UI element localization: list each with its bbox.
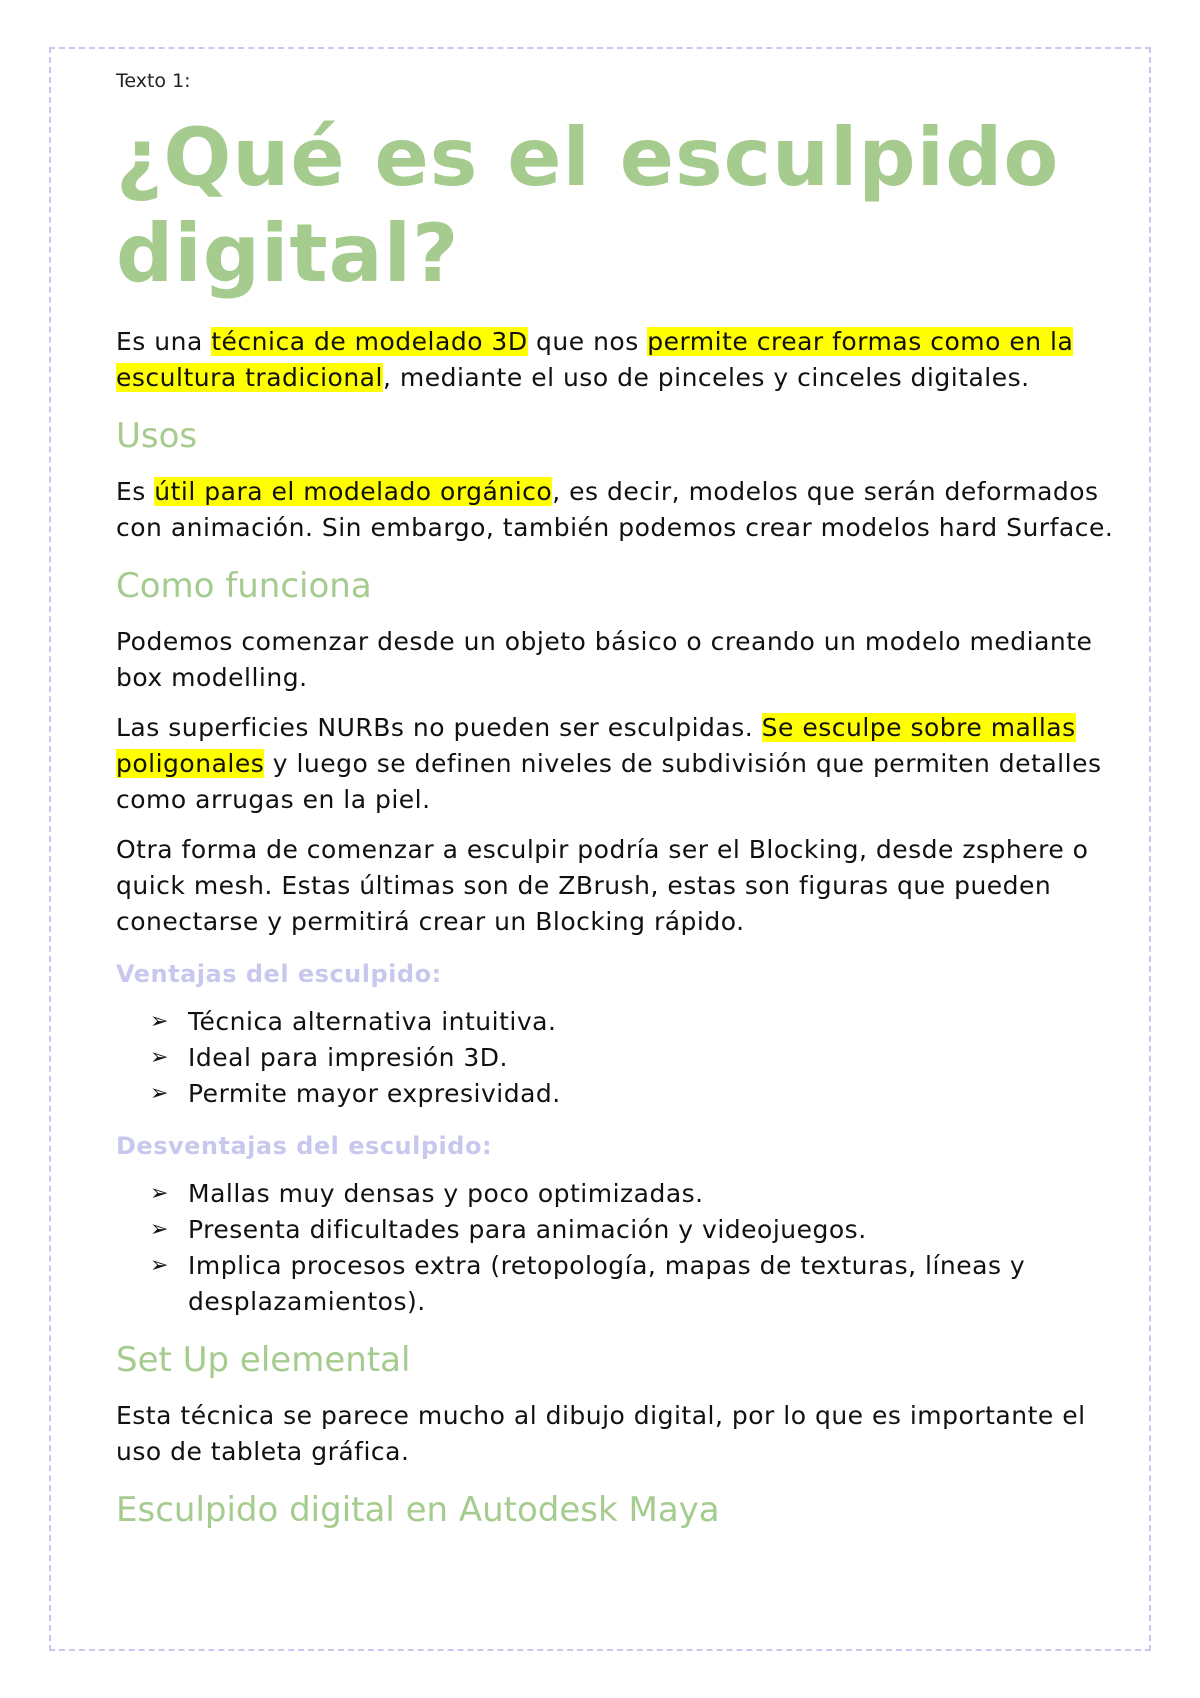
heading-ventajas: Ventajas del esculpido: xyxy=(116,960,442,988)
list-item xyxy=(116,1248,1126,1320)
heading-set-up: Set Up elemental xyxy=(116,1340,411,1380)
list-item-text: Mallas muy densas y poco optimizadas. xyxy=(188,1179,704,1208)
highlight-util: útil para el modelado orgánico xyxy=(154,477,553,506)
heading-usos: Usos xyxy=(116,416,198,456)
heading-desventajas: Desventajas del esculpido: xyxy=(116,1132,493,1160)
intro-text-2: que nos xyxy=(527,327,648,356)
highlight-tecnica: técnica de modelado 3D xyxy=(211,327,528,356)
list-item-text: Ideal para impresión 3D. xyxy=(188,1043,509,1072)
arrow-bullet-icon: ➢ xyxy=(150,1253,169,1278)
usos-text-1: Es xyxy=(116,477,155,506)
highlight-mallas: Se esculpe sobre mallas poligonales xyxy=(116,713,1076,778)
list-item xyxy=(116,1004,1126,1040)
list-item xyxy=(116,1040,1126,1076)
ventajas-list xyxy=(116,1004,1126,1112)
list-item xyxy=(116,1176,1126,1212)
arrow-bullet-icon: ➢ xyxy=(150,1009,169,1034)
como-p2-text-2: y luego se definen niveles de subdivisión que permiten detalles como arrugas en la piel. xyxy=(116,749,1102,814)
como-paragraph-2 xyxy=(116,710,1126,818)
usos-paragraph xyxy=(116,474,1126,546)
text-label: Texto 1: xyxy=(116,70,191,92)
como-paragraph-1: Podemos comenzar desde un objeto básico o creando un modelo mediante box modelling. xyxy=(116,627,1093,692)
list-item-text: Implica procesos extra (retopología, mapas de texturas, líneas y desplazamientos). xyxy=(188,1251,1026,1316)
desventajas-list xyxy=(116,1176,1126,1320)
page-title: ¿Qué es el esculpido digital? xyxy=(116,111,1060,300)
arrow-bullet-icon: ➢ xyxy=(150,1045,169,1070)
como-p2-text-1: Las superficies NURBs no pueden ser esculpidas. xyxy=(116,713,762,742)
como-paragraph-3: Otra forma de comenzar a esculpir podría ser el Blocking, desde zsphere o quick mesh. Estas últimas son de ZBrush, estas son figuras que pueden conectarse y permitirá crear un Blocking rápido. xyxy=(116,835,1089,936)
list-item-text: Presenta dificultades para animación y videojuegos. xyxy=(188,1215,867,1244)
heading-como-funciona: Como funciona xyxy=(116,566,372,606)
list-item-text: Permite mayor expresividad. xyxy=(188,1079,561,1108)
arrow-bullet-icon: ➢ xyxy=(150,1217,169,1242)
intro-text-3: , mediante el uso de pinceles y cinceles digitales. xyxy=(382,363,1030,392)
list-item-text: Técnica alternativa intuitiva. xyxy=(188,1007,557,1036)
arrow-bullet-icon: ➢ xyxy=(150,1081,169,1106)
list-item xyxy=(116,1076,1126,1112)
intro-text-1: Es una xyxy=(116,327,212,356)
setup-paragraph: Esta técnica se parece mucho al dibujo digital, por lo que es importante el uso de tableta gráfica. xyxy=(116,1401,1086,1466)
list-item xyxy=(116,1212,1126,1248)
usos-text-2: , es decir, modelos que serán deformados con animación. Sin embargo, también podemos crear modelos hard Surface. xyxy=(116,477,1114,542)
highlight-permite: permite crear formas como en la escultura tradicional xyxy=(116,327,1074,392)
heading-maya: Esculpido digital en Autodesk Maya xyxy=(116,1490,720,1530)
document-body xyxy=(116,70,1126,1548)
arrow-bullet-icon: ➢ xyxy=(150,1181,169,1206)
intro-paragraph xyxy=(116,324,1126,396)
